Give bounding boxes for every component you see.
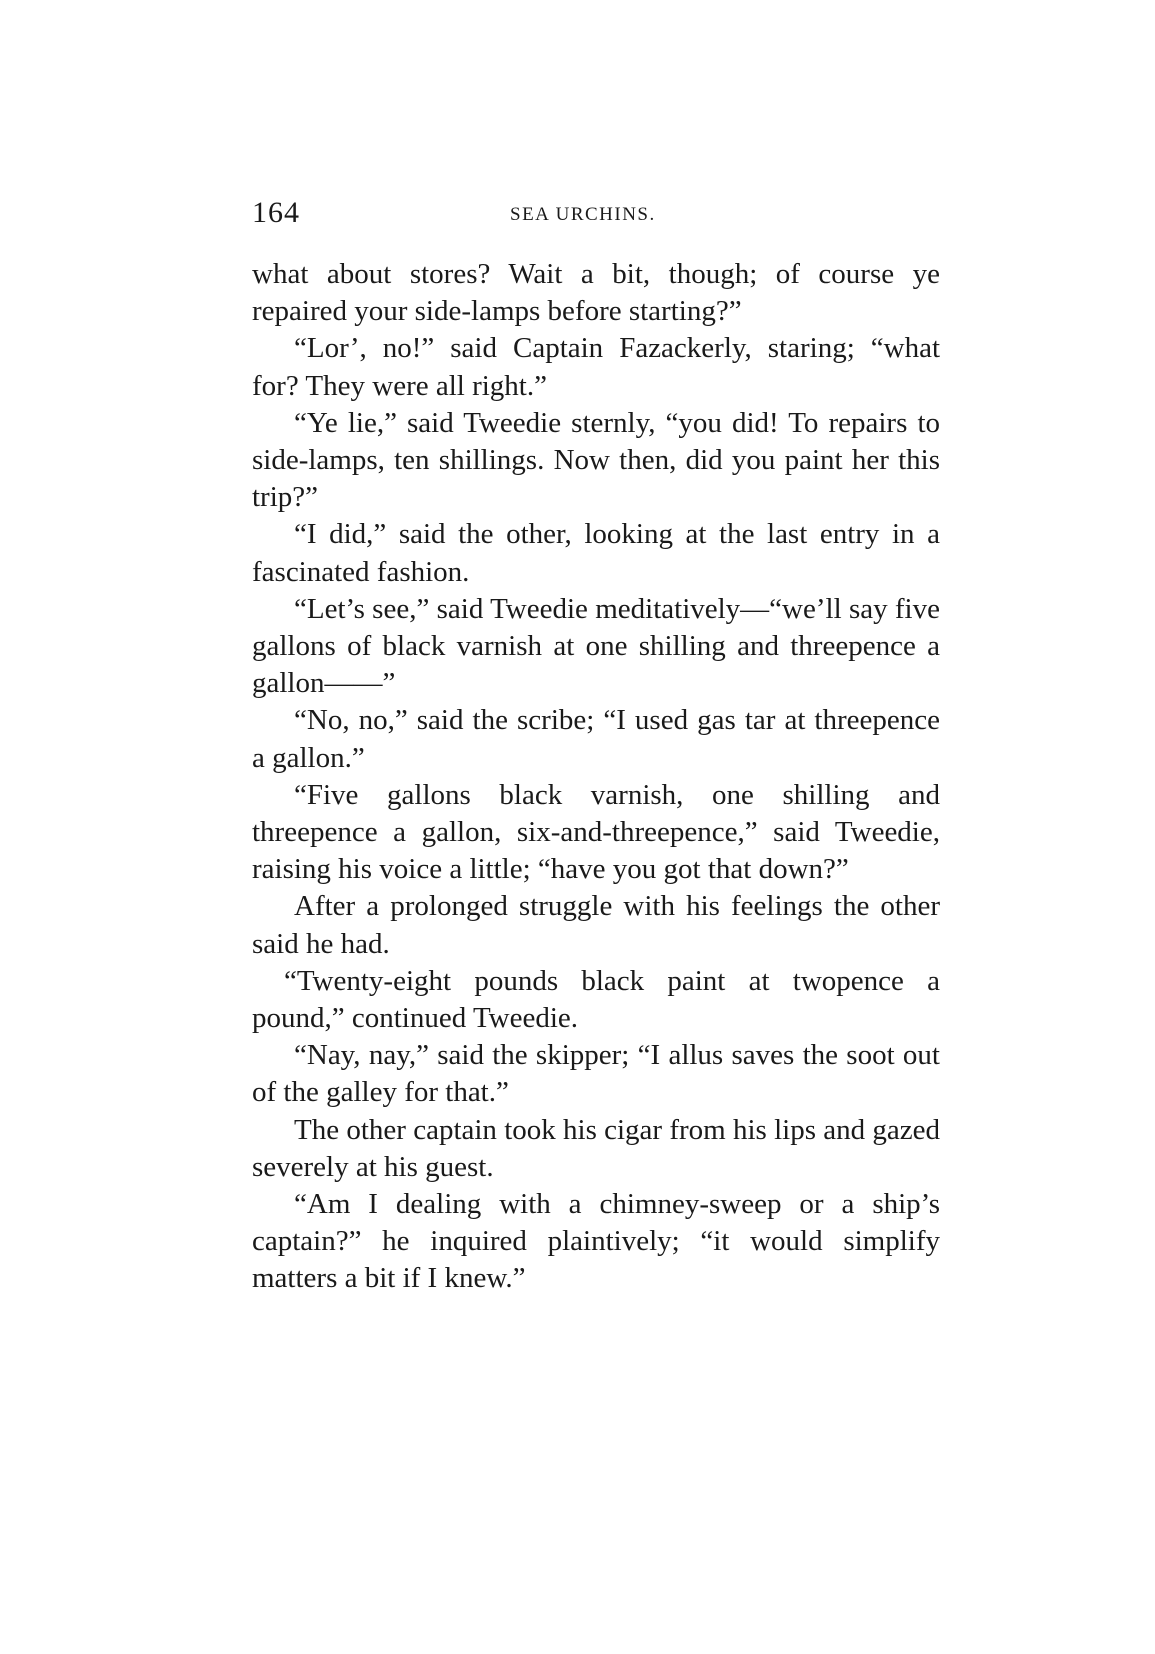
paragraph: “Ye lie,” said Tweedie sternly, “you did! To repairs to side-lamps, ten shillings. Now then, did you paint her this trip?”: [252, 406, 940, 514]
paragraph: “I did,” said the other, looking at the last entry in a fascinated fashion.: [252, 518, 940, 588]
page-number: 164: [252, 196, 300, 229]
paragraph: After a prolonged struggle with his feelings the other said he had.: [252, 890, 940, 960]
running-title: SEA URCHINS.: [510, 204, 656, 225]
paragraph: “Lor’, no!” said Captain Fazackerly, staring; “what for? They were all right.”: [252, 332, 940, 402]
paragraph: “Five gallons black varnish, one shilling and threepence a gallon, six-and-threepence,” said Tweedie, raising his voice a little; “have you got that down?”: [252, 778, 940, 886]
paragraph: what about stores? Wait a bit, though; of course ye repaired your side-lamps before starting?”: [252, 258, 940, 328]
body-text: [252, 256, 940, 1298]
paragraph: “Nay, nay,” said the skipper; “I allus saves the soot out of the galley for that.”: [252, 1039, 940, 1109]
paragraph: “Let’s see,” said Tweedie meditatively—“we’ll say five gallons of black varnish at one shilling and threepence a gallon——”: [252, 592, 940, 700]
running-head: [252, 196, 940, 236]
paragraph: “Am I dealing with a chimney-sweep or a ship’s captain?” he inquired plaintively; “it would simplify matters a bit if I knew.”: [252, 1188, 940, 1295]
paragraph: “Twenty-eight pounds black paint at twopence a pound,” continued Tweedie.: [252, 964, 940, 1035]
paragraph: “No, no,” said the scribe; “I used gas tar at threepence a gallon.”: [252, 704, 940, 774]
paragraph: The other captain took his cigar from his lips and gazed severely at his guest.: [252, 1113, 940, 1183]
